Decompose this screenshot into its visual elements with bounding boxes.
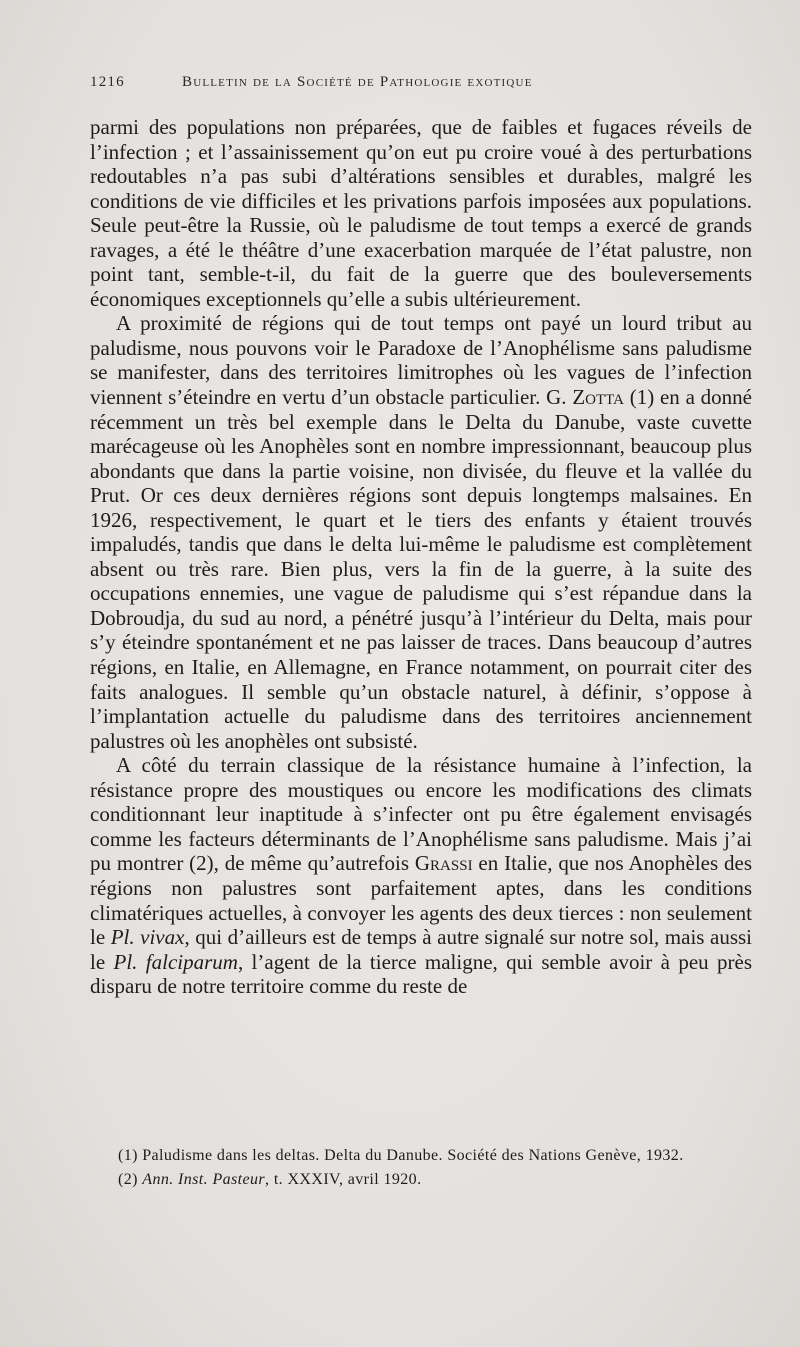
paragraph-3-text-b: en Italie, que nos Anophèles des régions non palustres sont parfaitement aptes, dans les conditions climatériques actuelles, à convoyer les agents des deux tierces : non seulement le (90, 851, 752, 950)
paragraph-1: parmi des populations non préparées, que de faibles et fugaces réveils de l’infection ; et l’assainissement qu’on eut pu croire voué à des perturbations redoutables n’a pas subi d’altérations sensibles et durables, malgré les conditions de vie difficiles et les privations parfois imposées aux populations. Seule peut-être la Russie, où le paludisme de tout temps a exercé de grands ravages, a été le théâtre d’une exacerbation marquée de l’état palustre, non point tant, semble-t-il, du fait de la guerre que des bouleversements économiques exceptionnels qu’elle a subis ultérieurement. (90, 115, 752, 311)
page-number: 1216 (90, 74, 125, 90)
footnote-2-source: Ann. Inst. Pasteur (142, 1171, 266, 1188)
running-head (90, 74, 748, 91)
species-vivax: Pl. vivax (110, 925, 185, 950)
paragraph-2-text-b: (1) en a donné récemment un très bel exemple dans le Delta du Danube, vaste cuvette marécageuse où les Anophèles sont en nombre impressionnant, beaucoup plus abondants que dans la partie voisine, non divisée, du fleuve et la vallée du Prut. Or ces deux dernières régions sont depuis longtemps malsaines. En 1926, respectivement, le quart et le tiers des enfants y étaient trouvés impaludés, tandis que dans le delta lui-même le paludisme est complètement absent ou très rare. Bien plus, vers la fin de la guerre, à la suite des occupations ennemies, une vague de paludisme qui s’est répandue dans la Dobroudja, du sud au nord, a pénétré jusqu’à l’intérieur du Delta, mais pour s’y éteindre spontanément et ne pas laisser de traces. Dans beaucoup d’autres régions, en Italie, en Allemagne, en France notamment, on pourrait citer des faits analogues. Il semble qu’un obstacle naturel, à définir, s’oppose à l’implantation actuelle du paludisme dans des territoires anciennement palustres où les anophèles ont subsisté. (90, 385, 752, 753)
author-zotta: Zotta (572, 385, 624, 410)
footnote-2-rest: , t. XXXIV, avril 1920. (265, 1171, 422, 1188)
footnote-1: (1) Paludisme dans les deltas. Delta du Danube. Société des Nations Genève, 1932. (118, 1147, 684, 1164)
footnotes (90, 1144, 752, 1192)
paragraph-3-text-d: , l’agent de la tierce maligne, qui semble avoir à peu près disparu de notre territoire comme du reste de (90, 949, 752, 999)
paragraph-3-text-c: , qui d’ailleurs est de temps à autre signalé sur notre sol, mais aussi le (90, 925, 752, 974)
author-grassi: Grassi (414, 851, 473, 876)
body-text (90, 115, 752, 999)
journal-title: Bulletin de la Société de Pathologie exotique (182, 74, 533, 90)
paragraph-2-text-a: A proximité de régions qui de tout temps ont payé un lourd tribut au paludisme, nous pouvons voir le Paradoxe de l’Anophélisme sans paludisme se manifester, dans des territoires limitrophes où les vagues de l’infection viennent s’éteindre en vertu d’un obstacle particulier. G. (90, 311, 752, 410)
paragraph-2 (90, 311, 752, 753)
paragraph-3 (90, 753, 752, 998)
footnote-2 (90, 1168, 752, 1192)
paragraph-3-text-a: A côté du terrain classique de la résistance humaine à l’infection, la résistance propre des moustiques ou encore les modifications des climats conditionnant leur inaptitude à s’infecter ont pu être également envisagés comme les facteurs déterminants de l’Anophélisme sans paludisme. Mais j’ai pu montrer (2), de même qu’autrefois (90, 753, 752, 876)
footnote-2-prefix: (2) (118, 1171, 143, 1188)
species-falciparum: Pl. falciparum (113, 949, 238, 974)
